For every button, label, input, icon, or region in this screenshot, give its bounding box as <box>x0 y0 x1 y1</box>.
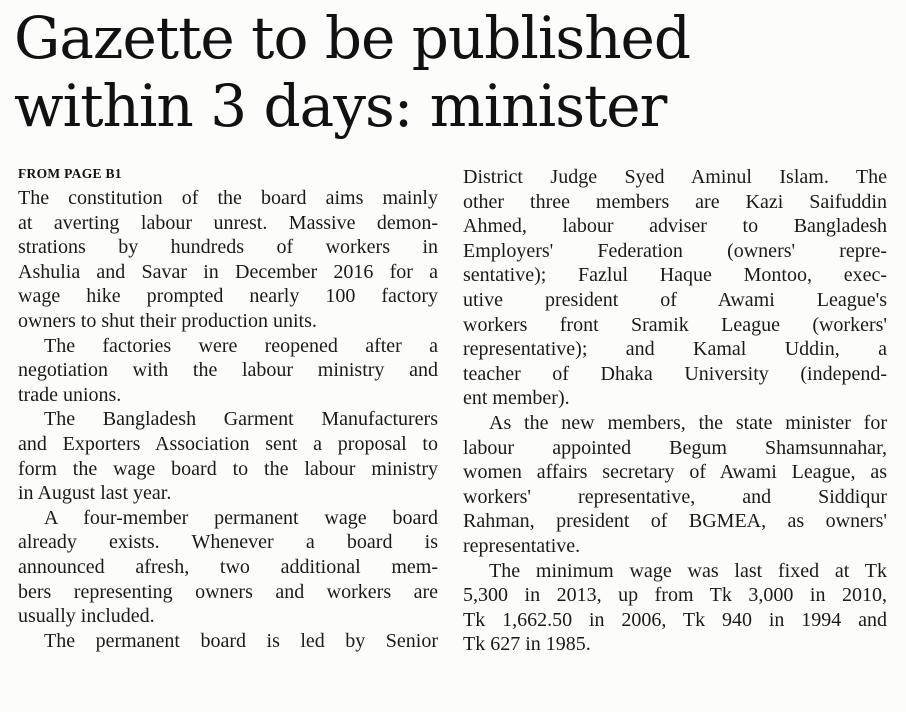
headline <box>14 4 894 140</box>
article-line: at averting labour unrest. Massive demon- <box>18 211 438 234</box>
article-line: sentative); Fazlul Haque Montoo, exec- <box>463 264 887 287</box>
article-line: utive president of Awami League's <box>463 288 887 311</box>
article-line: women affairs secretary of Awami League, as <box>463 461 887 484</box>
article-line: Ashulia and Savar in December 2016 for a <box>18 260 438 283</box>
headline-line-1: Gazette to be published <box>14 4 691 72</box>
article-line: other three members are Kazi Saifuddin <box>463 190 887 213</box>
article-line: workers' representative, and Siddiqur <box>463 485 887 508</box>
article-line: negotiation with the labour ministry and <box>18 359 438 382</box>
article-line: owners to shut their production units. <box>18 309 317 332</box>
article-line: 5,300 in 2013, up from Tk 3,000 in 2010, <box>463 584 887 607</box>
article-line: in August last year. <box>18 482 172 505</box>
article-line: District Judge Syed Aminul Islam. The <box>463 166 887 188</box>
article-column-right <box>463 165 887 657</box>
article-line: As the new members, the state minister for <box>489 411 887 434</box>
article-line: strations by hundreds of workers in <box>18 236 438 259</box>
article-line: The minimum wage was last fixed at Tk <box>489 559 887 582</box>
article-line: announced afresh, two additional mem- <box>18 555 438 578</box>
article-line: and Exporters Association sent a proposal to <box>18 432 438 455</box>
article-line: Tk 1,662.50 in 2006, Tk 940 in 1994 and <box>463 608 887 631</box>
article-line: The constitution of the board aims mainly <box>18 187 438 209</box>
article-line: Employers' Federation (owners' repre- <box>463 239 887 262</box>
article-line: Ahmed, labour adviser to Bangladesh <box>463 215 887 238</box>
article-line: representative. <box>463 534 581 557</box>
article-line: teacher of Dhaka University (independ- <box>463 362 887 385</box>
article-line: The permanent board is led by Senior <box>44 629 438 652</box>
article-line: trade unions. <box>18 383 122 406</box>
article-line: usually included. <box>18 605 155 628</box>
article-line: bers representing owners and workers are <box>18 580 438 603</box>
article-line: already exists. Whenever a board is <box>18 531 438 554</box>
continuation-kicker: FROM PAGE B1 <box>18 166 122 181</box>
article-line: The factories were reopened after a <box>44 334 438 357</box>
article-column-left <box>18 186 438 653</box>
article-line: labour appointed Begum Shamsunnahar, <box>463 436 887 459</box>
article-line: representative); and Kamal Uddin, a <box>463 338 887 361</box>
article-line: workers front Sramik League (workers' <box>463 313 887 336</box>
article-line: form the wage board to the labour ministry <box>18 457 438 480</box>
article-line: Tk 627 in 1985. <box>463 633 591 656</box>
article-line: Rahman, president of BGMEA, as owners' <box>463 510 887 533</box>
article-line: The Bangladesh Garment Manufacturers <box>44 408 438 431</box>
article-line: ent member). <box>463 387 570 410</box>
article-line: A four-member permanent wage board <box>44 506 438 529</box>
headline-line-2: within 3 days: minister <box>14 72 667 140</box>
article-line: wage hike prompted nearly 100 factory <box>18 285 438 308</box>
